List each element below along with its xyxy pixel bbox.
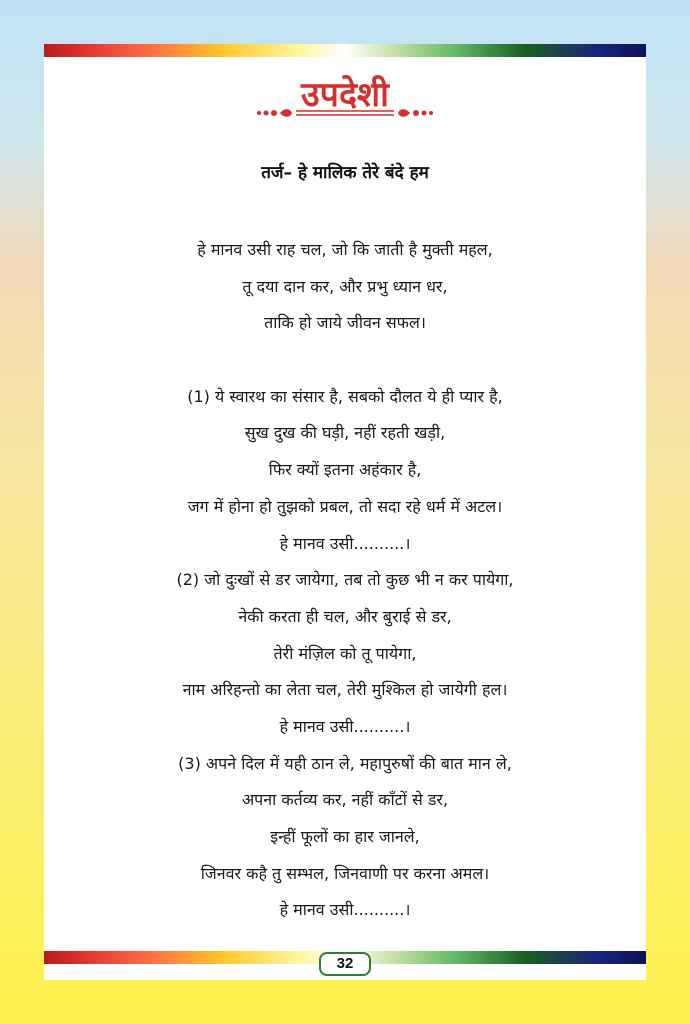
poem-line: अपना कर्तव्य कर, नहीं काँटों से डर,	[241, 790, 449, 810]
poem-line: (2) जो दुःखों से डर जायेगा, तब तो कुछ भी न कर पायेगा,	[176, 570, 514, 590]
poem-line: तेरी मंज़िल को तू पायेगा,	[273, 643, 417, 663]
page-title: उपदेशी	[301, 75, 389, 115]
stanza-gap	[64, 342, 626, 379]
poem-line: जिनवर कहै तु सम्भल, जिनवाणी पर करना अमल।	[200, 863, 490, 883]
poem-line: ताकि हो जाये जीवन सफल।	[264, 313, 426, 333]
refrain-line: हे मानव उसी..........।	[279, 533, 411, 553]
poem-line: नाम अरिहन्तो का लेता चल, तेरी मुश्किल हो जायेगी हल।	[182, 680, 508, 700]
poem-line: फिर क्यों इतना अहंकार है,	[268, 460, 422, 480]
poem-line: इन्हीं फूलों का हार जानले,	[270, 827, 420, 846]
poem-line: सुख दुख की घड़ी, नहीं रहती खड़ी,	[244, 423, 446, 443]
poem-line: तू दया दान कर, और प्रभु ध्यान धर,	[242, 276, 448, 296]
poem-line: (1) ये स्वारथ का संसार है, सबको दौलत ये ही प्यार है,	[187, 386, 503, 406]
refrain-line: हे मानव उसी..........।	[279, 716, 411, 736]
page-number: 32	[319, 952, 371, 976]
poem-line: जग में होना हो तुझको प्रबल, तो सदा रहे धर्म में अटल।	[187, 496, 503, 516]
poem-line: (3) अपने दिल में यही ठान ले, महापुरुषों की बात मान ले,	[178, 753, 512, 773]
poem-line: हे मानव उसी राह चल, जो कि जाती है मुक्ती महल,	[197, 240, 493, 259]
poem-body	[64, 232, 626, 929]
tune-subtitle: तर्ज– हे मालिक तेरे बंदे हम	[261, 163, 429, 183]
refrain-line: हे मानव उसी..........।	[279, 900, 411, 920]
page	[44, 44, 646, 980]
title-ornament-icon	[256, 106, 434, 120]
top-color-stripe	[44, 44, 646, 57]
poem-line: नेकी करता ही चल, और बुराई से डर,	[238, 606, 452, 626]
